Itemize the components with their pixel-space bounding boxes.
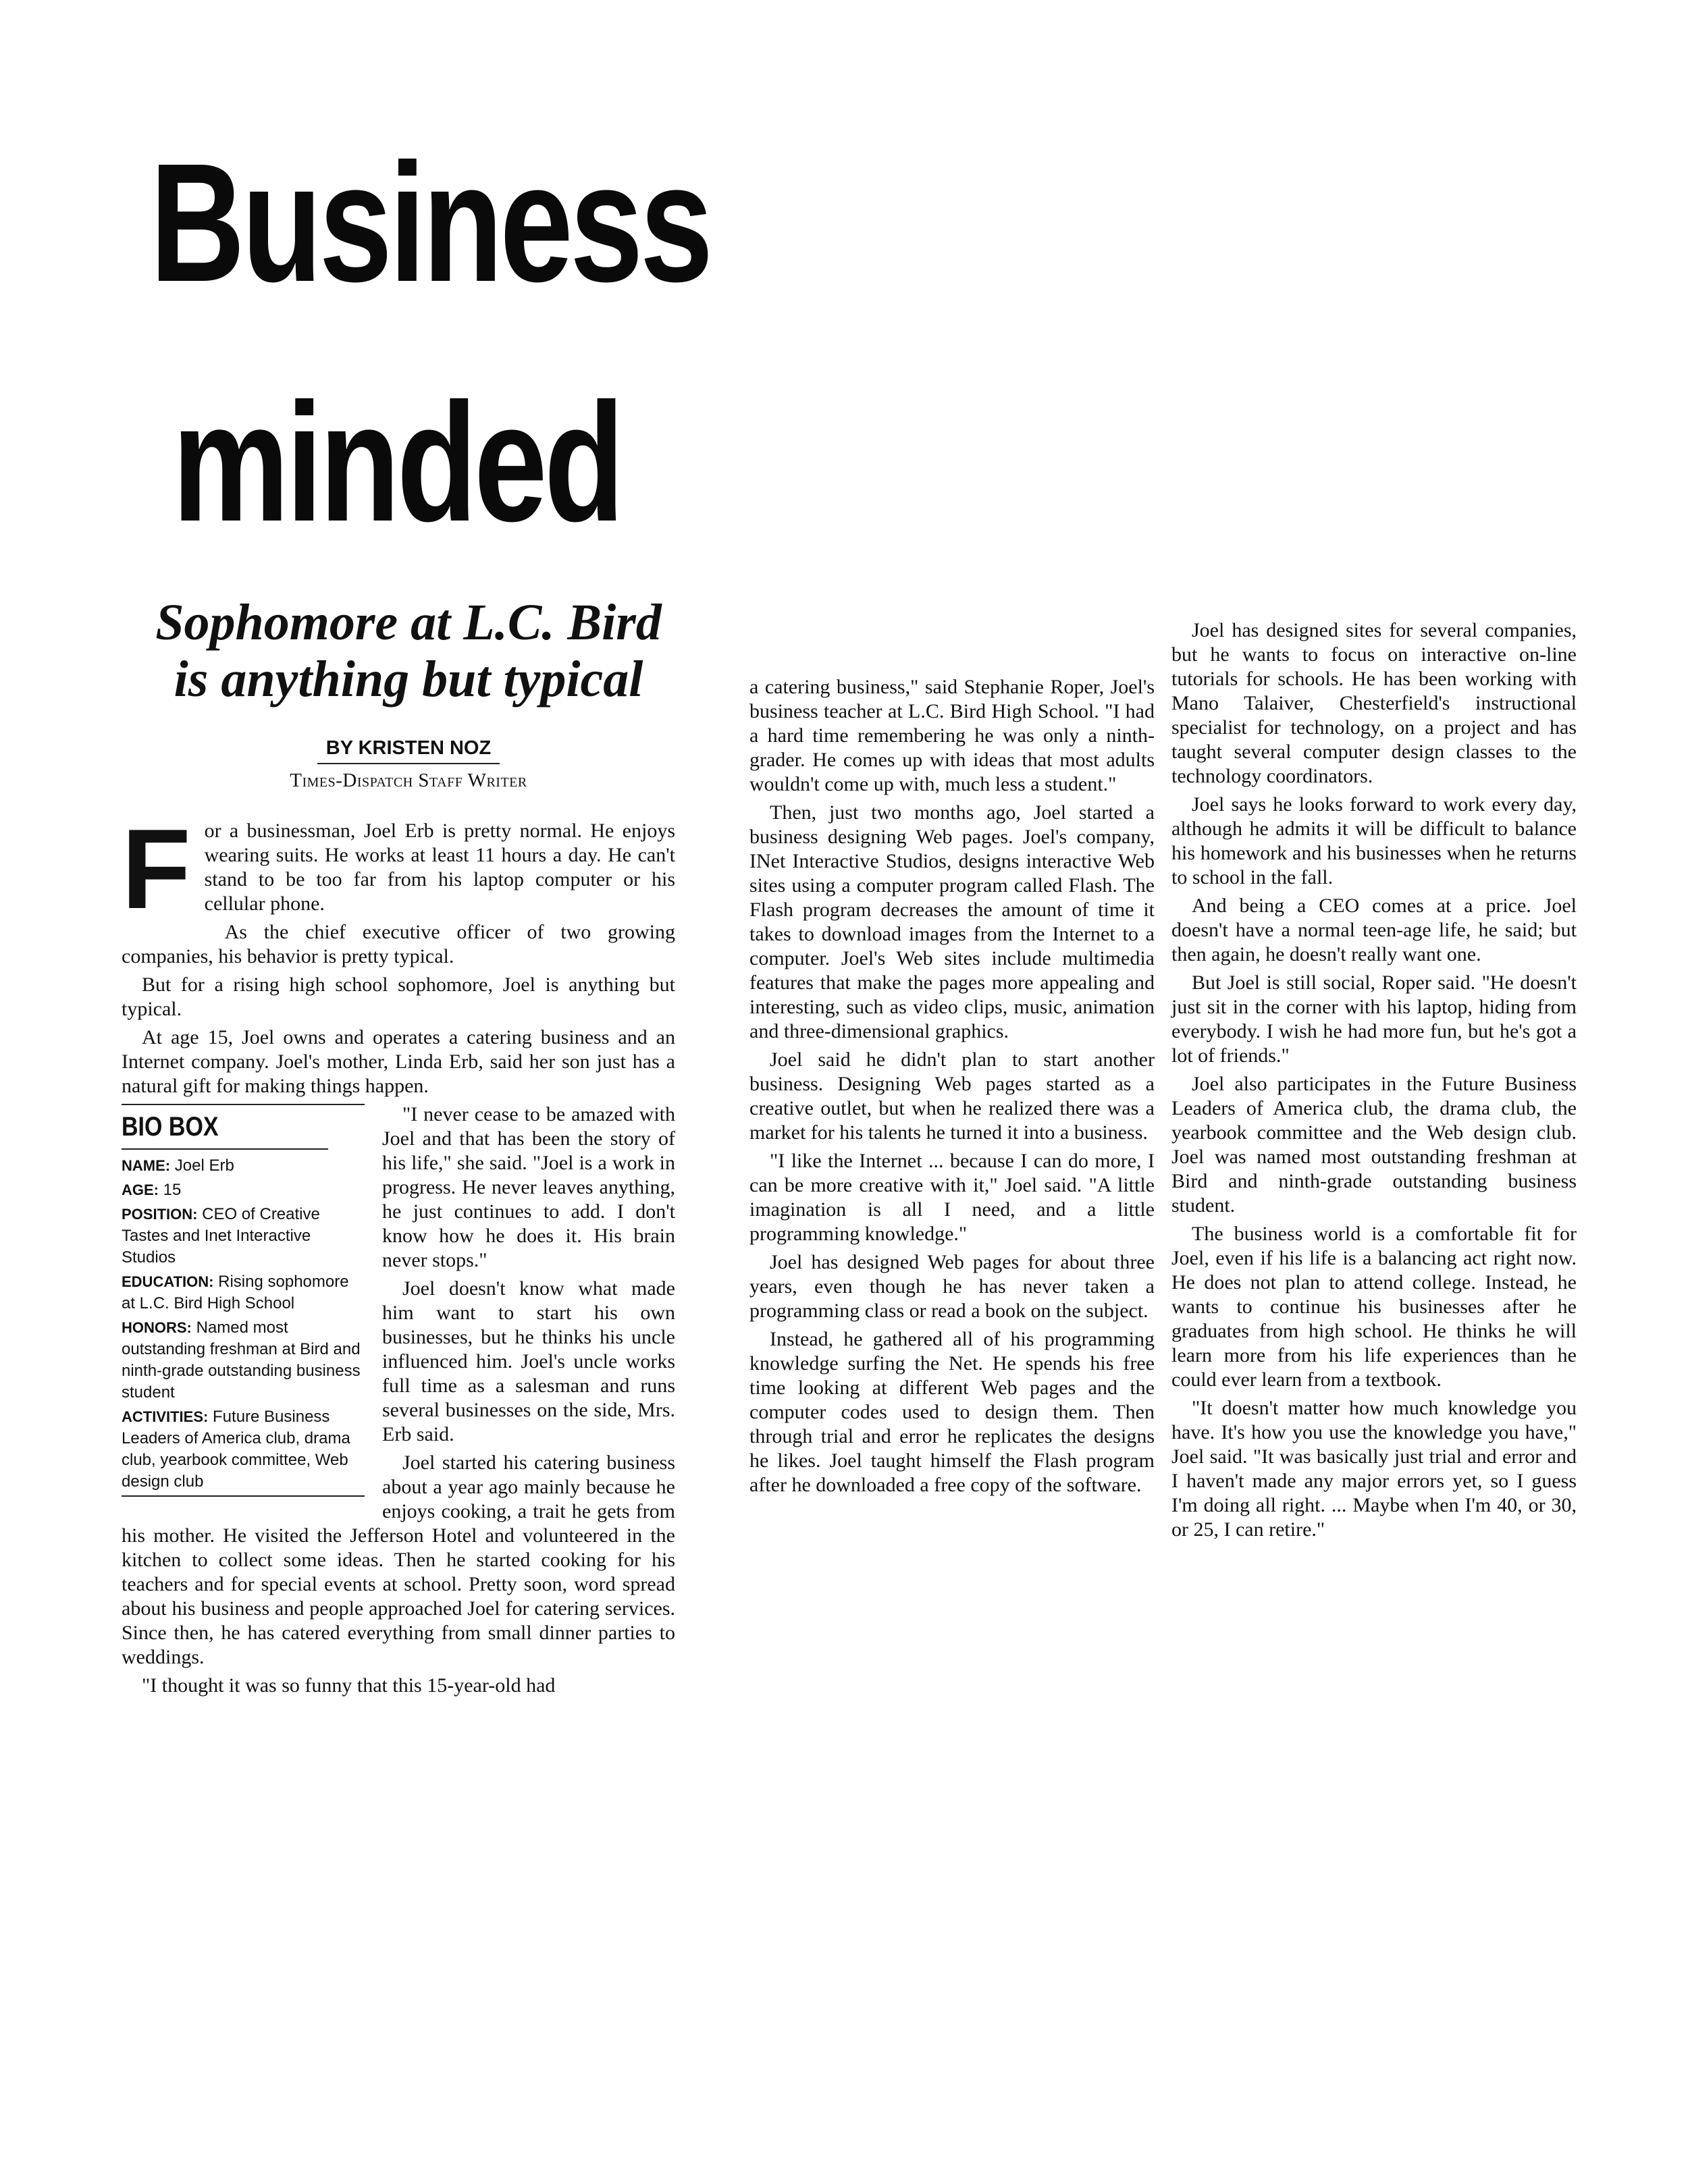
bio-box (122, 1104, 365, 1497)
article-column-1 (122, 805, 675, 1702)
bio-value: Joel Erb (174, 1156, 234, 1175)
paragraph: or a businessman, Joel Erb is pretty normal. He enjoys wearing suits. He works at least 11 hours a day. He can't stand to be too far from his laptop computer or his cellular phone. (204, 820, 675, 915)
paragraph: Joel doesn't know what made him want to start his own businesses, but he thinks his uncle influenced him. Joel's uncle works full time as a salesman and runs several businesses on the side, Mrs. Erb said. (382, 1277, 675, 1445)
drop-cap: F (122, 805, 191, 932)
paragraph: "It doesn't matter how much knowledge you have. It's how you use the knowledge you have," Joel said. "It was basically just trial and error and I haven't made any major errors yet, so I guess I'm doing all right. ... Maybe when I'm 40, or 30, or 25, I can retire." (1171, 1397, 1577, 1541)
bio-label: HONORS: (122, 1319, 192, 1336)
bio-row-education (122, 1271, 365, 1316)
bio-label: AGE: (122, 1181, 159, 1198)
paragraph: Joel has designed sites for several companies, but he wants to focus on interactive on-line tutorials for schools. He has been working with Mano Talaiver, Chesterfield's instructional specialist for technology, on a project and has taught several computer design classes to the technology coordinators. (1171, 619, 1577, 787)
article-column-2 (749, 675, 1155, 1501)
bio-row-age (122, 1179, 365, 1202)
bio-label: NAME: (122, 1157, 171, 1174)
paragraph: Joel has designed Web pages for about three years, even though he has never taken a programming class or read a book on the subject. (749, 1251, 1155, 1322)
bio-label: EDUCATION: (122, 1273, 214, 1290)
bio-value: 15 (163, 1181, 182, 1199)
headline-line-1: Business (150, 128, 710, 317)
paragraph: Joel started his catering business about a year ago mainly because he enjoys cooking, a trait he gets from his mother. He visited the Jefferson Hotel and volunteered in the kitchen to collect some ideas. Then he started cooking for his teachers and for special events at school. Pretty soon, word spread about his business and people approached Joel for catering services. Since then, he has catered everything from small dinner parties to weddings. (122, 1451, 675, 1668)
paragraph: The business world is a comfortable fit for Joel, even if his life is a balancing act right now. He does not plan to attend college. Instead, he wants to continue his businesses after he graduates from high school. He thinks he will learn more from his life experiences than he could ever learn from a textbook. (1171, 1223, 1577, 1391)
paragraph: Joel says he looks forward to work every day, although he admits it will be difficult to balance his homework and his businesses when he returns to school in the fall. (1171, 793, 1577, 888)
paragraph: "I like the Internet ... because I can do more, I can be more creative with it," Joel said. "A little imagination is all I need, and a little programming knowledge." (749, 1150, 1155, 1245)
paragraph: At age 15, Joel owns and operates a catering business and an Internet company. Joel's mother, Linda Erb, said her son just has a natural gift for making things happen. (122, 1026, 675, 1097)
paragraph: "I thought it was so funny that this 15-year-old had (142, 1674, 556, 1697)
staff-credit: Times-Dispatch Staff Writer (290, 770, 527, 791)
paragraph: Then, just two months ago, Joel started a business designing Web pages. Joel's company, INet Interactive Studios, designs interactive Web sites using a computer program called Flash. The Flash program decreases the amount of time it takes to download images from the Internet to a computer. Joel's Web sites include multimedia features that make the pages more appealing and interesting, such as video clips, music, animation and three-dimensional graphics. (749, 801, 1155, 1042)
paragraph: Joel said he didn't plan to start another business. Designing Web pages started as a creative outlet, but when he realized there was a market for his talents he turned it into a business. (749, 1048, 1155, 1144)
bio-box-title: BIO BOX (122, 1105, 328, 1150)
bio-value: Future Business Leaders of America club, drama club, yearbook committee, Web design club (122, 1408, 350, 1491)
subheadline (122, 594, 695, 708)
paragraph: As the chief executive officer of two growing companies, his behavior is pretty typical. (122, 921, 675, 967)
bio-value: Rising sophomore at L.C. Bird High School (122, 1273, 349, 1312)
paragraph: Instead, he gathered all of his programming knowledge surfing the Net. He spends his free time looking at different Web pages and the computer codes used to design them. Then through trial and error he replicates the designs he likes. Joel taught himself the Flash program after he downloaded a free copy of the software. (749, 1328, 1155, 1496)
byline-rule (317, 763, 500, 764)
bio-label: POSITION: (122, 1206, 198, 1223)
paragraph: But for a rising high school sophomore, Joel is anything but typical. (122, 974, 675, 1020)
paragraph: And being a CEO comes at a price. Joel doesn't have a normal teen-age life, he said; but then again, he doesn't really want one. (1171, 895, 1577, 965)
paragraph: "I never cease to be amazed with Joel and that has been the story of his life," she said. "Joel is a work in progress. He never leaves anything, he just continues to add. I don't know how he does it. His brain never stops." (382, 1103, 675, 1271)
bio-row-activities (122, 1406, 365, 1494)
headline-line-2: minded (172, 368, 622, 556)
bio-row-honors (122, 1317, 365, 1405)
paragraph: But Joel is still social, Roper said. "He doesn't just sit in the corner with his laptop, hiding from everybody. I wish he had more fun, but he's got a lot of friends." (1171, 971, 1577, 1067)
paragraph: a catering business," said Stephanie Roper, Joel's business teacher at L.C. Bird High School. "I had a hard time remembering he was only a ninth-grader. He comes up with ideas that most adults wouldn't come up with, much less a student." (749, 676, 1155, 795)
byline: BY KRISTEN NOZ (325, 737, 492, 759)
article-column-3 (1171, 618, 1577, 1546)
bio-value: Named most outstanding freshman at Bird and ninth-grade outstanding business student (122, 1319, 361, 1402)
bio-row-name (122, 1155, 365, 1178)
subheadline-line-1: Sophomore at L.C. Bird (155, 594, 662, 651)
bio-label: ACTIVITIES: (122, 1408, 209, 1425)
subheadline-line-2: is anything but typical (174, 651, 643, 708)
paragraph: Joel also participates in the Future Business Leaders of America club, the drama club, the yearbook committee and the Web design club. Joel was named most outstanding freshman at Bird and ninth-grade outstanding business student. (1171, 1073, 1577, 1217)
bio-row-position (122, 1204, 365, 1270)
bio-value: CEO of Creative Tastes and Inet Interactive Studios (122, 1205, 320, 1267)
